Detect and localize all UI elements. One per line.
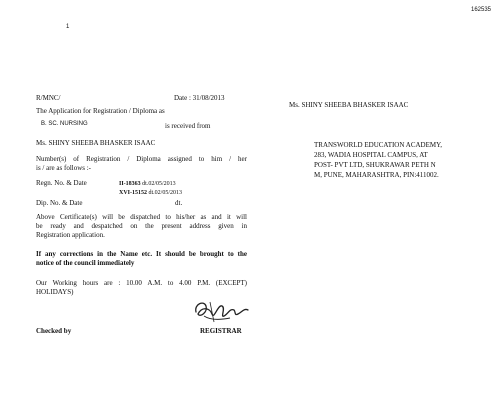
- regn-number-1: II-18363: [119, 181, 141, 187]
- date-label: Date :: [174, 94, 193, 102]
- regn-label: Regn. No. & Date: [36, 179, 87, 187]
- address-line-2: 283, WADIA HOSPITAL CAMPUS, AT: [314, 151, 428, 159]
- address-line-1: TRANSWORLD EDUCATION ACADEMY,: [314, 141, 443, 149]
- corrections-line-1: If any corrections in the Name etc. It should be brought to the: [36, 250, 247, 258]
- numbers-assigned-line-2: is / are as follows :-: [36, 164, 92, 172]
- certificate-notice: [36, 213, 247, 240]
- page-number: 1: [66, 24, 70, 30]
- reference-number: R/MNC/: [36, 94, 61, 102]
- applicant-name: Ms. SHINY SHEEBA BHASKER ISAAC: [36, 139, 156, 147]
- recipient-address: [314, 140, 442, 180]
- regn-number-2: XVI-15152: [119, 190, 147, 196]
- dip-label: Dip. No. & Date: [36, 199, 83, 207]
- working-hours-line-2: HOLIDAYS): [36, 288, 74, 296]
- registrar-signature: [190, 296, 252, 326]
- date-line: [174, 94, 225, 103]
- certificate-line-2: be ready and despatched on the present address given in: [36, 222, 247, 230]
- certificate-line-1: Above Certificate(s) will be dispatched to his/her as and it will: [36, 213, 247, 221]
- corrections-notice: [36, 250, 247, 268]
- corrections-line-2: notice of the council immediately: [36, 259, 135, 267]
- document-code: 162535: [471, 7, 492, 13]
- regn-date-2: dt.02/05/2013: [147, 190, 183, 196]
- address-line-3: POST- PVT LTD, SHUKRAWAR PETH N: [314, 161, 436, 169]
- checked-by: Checked by: [36, 327, 72, 335]
- date-value: 31/08/2013: [192, 94, 225, 102]
- regn-entry-1: [119, 180, 176, 188]
- numbers-assigned-line: Number(s) of Registration / Diploma assigned to him / her: [36, 155, 247, 163]
- address-line-4: M, PUNE, MAHARASHTRA, PIN:411002.: [314, 171, 439, 179]
- application-intro: The Application for Registration / Diploma as: [36, 107, 165, 115]
- working-hours-line-1: Our Working hours are : 10.00 A.M. to 4.00 P.M. (EXCEPT): [36, 279, 247, 287]
- dip-date: dt.: [175, 199, 183, 207]
- received-from: is received from: [165, 122, 211, 130]
- certificate-line-3: Registration application.: [36, 231, 105, 239]
- registrar-title: REGISTRAR: [200, 327, 242, 335]
- regn-entry-2: [119, 189, 182, 197]
- working-hours: [36, 279, 247, 297]
- course-name: B. SC. NURSING: [41, 121, 88, 127]
- recipient-name: Ms. SHINY SHEEBA BHASKER ISAAC: [289, 101, 409, 109]
- regn-date-1: dt.02/05/2013: [140, 181, 176, 187]
